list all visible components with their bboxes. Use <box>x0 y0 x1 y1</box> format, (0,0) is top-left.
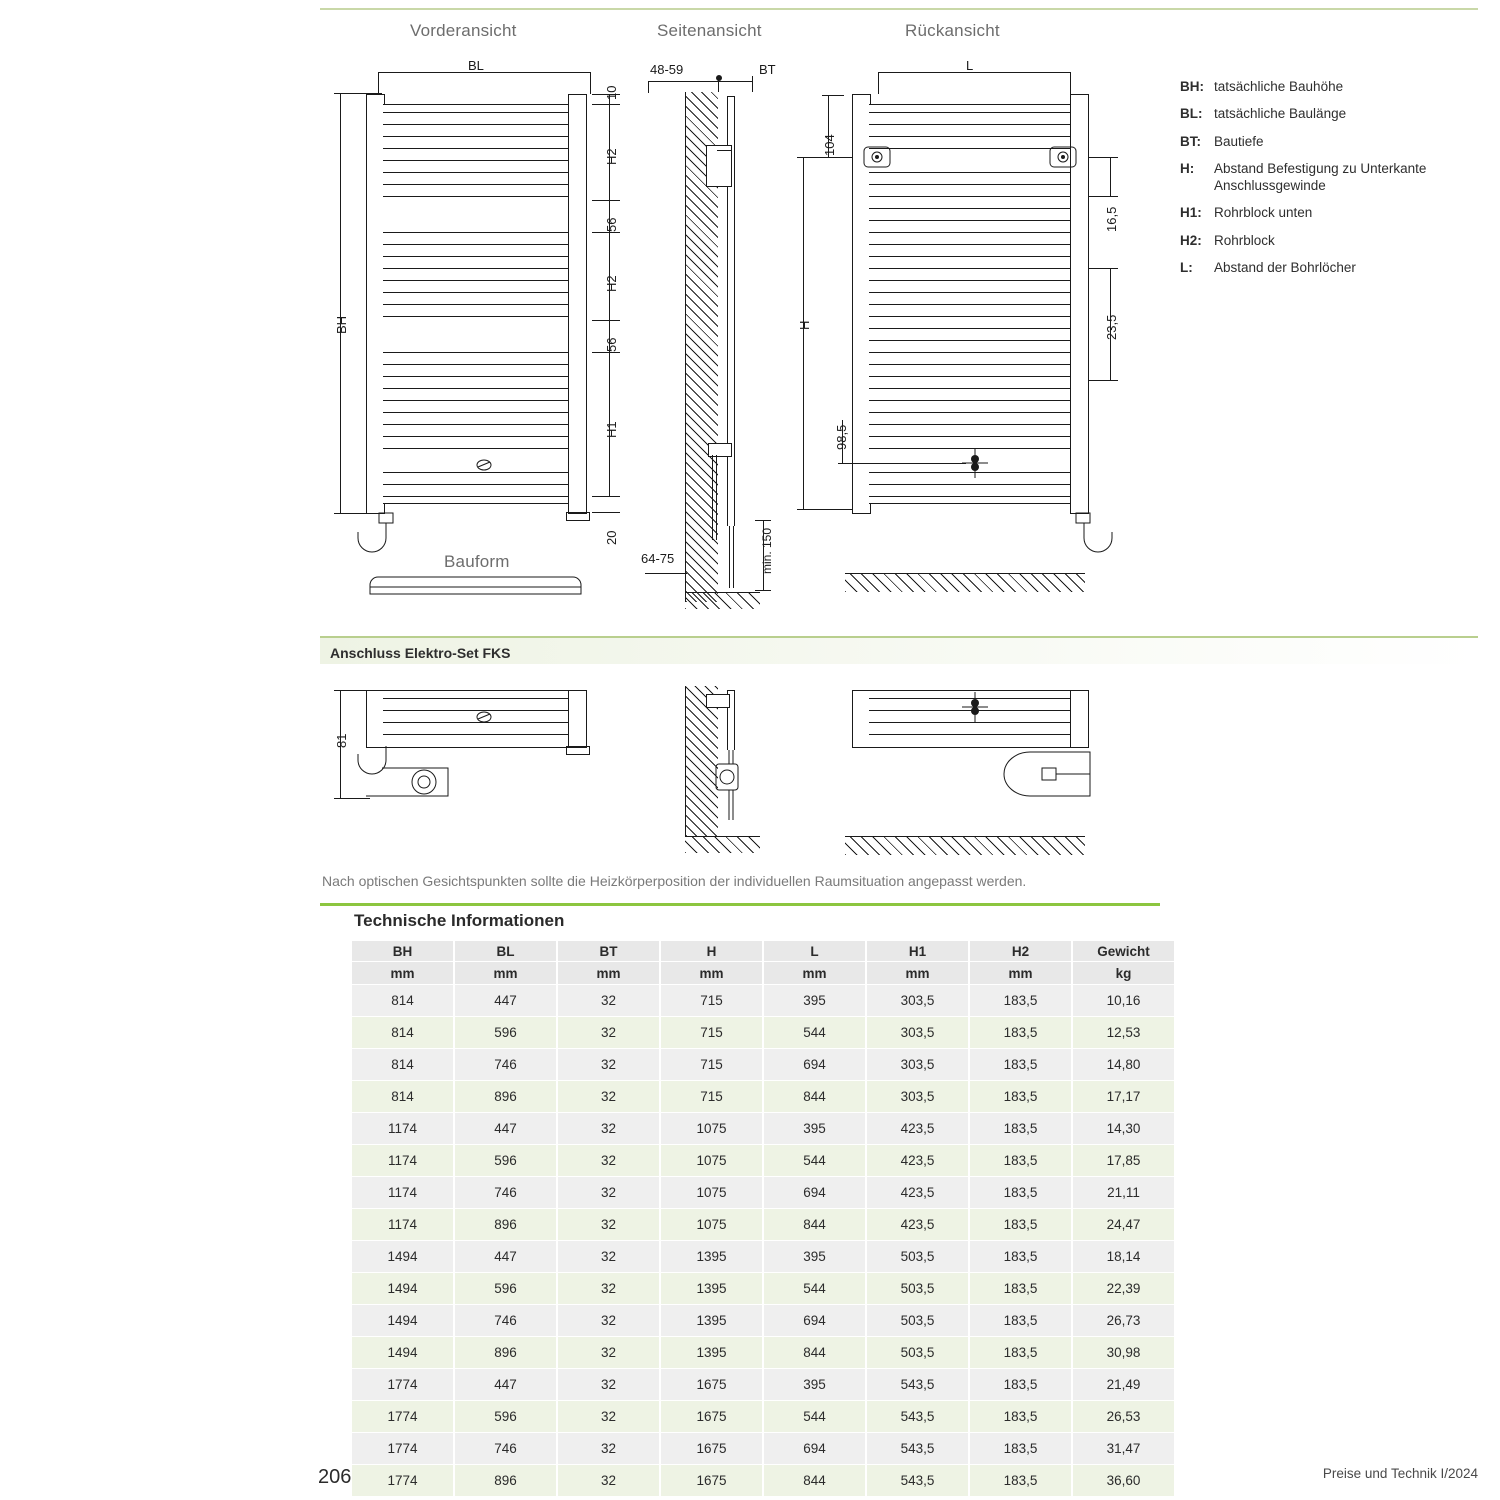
cell-h: 715 <box>660 1081 763 1113</box>
th-bl: BL <box>454 941 557 962</box>
cell-bh: 1494 <box>352 1241 454 1273</box>
cell-l: 694 <box>763 1305 866 1337</box>
legend-key: BT: <box>1180 133 1201 149</box>
cell-l: 694 <box>763 1049 866 1081</box>
table-row <box>352 1145 1175 1177</box>
cell-h1: 303,5 <box>866 1017 969 1049</box>
cell-bh: 1494 <box>352 1305 454 1337</box>
cell-bt: 32 <box>557 1081 660 1113</box>
cell-h: 1675 <box>660 1369 763 1401</box>
cell-h1: 503,5 <box>866 1273 969 1305</box>
cell-bt: 32 <box>557 1017 660 1049</box>
cell-h2: 183,5 <box>969 1433 1072 1465</box>
fks-element-side <box>704 750 744 820</box>
unit-h1: mm <box>866 962 969 985</box>
cell-bt: 32 <box>557 1337 660 1369</box>
legend-value: Rohrblock unten <box>1214 205 1313 221</box>
cell-h: 1075 <box>660 1177 763 1209</box>
valve-icon <box>476 710 492 724</box>
cell-h: 1395 <box>660 1337 763 1369</box>
cell-bh: 814 <box>352 1017 454 1049</box>
table-row <box>352 1337 1175 1369</box>
legend-row <box>1180 204 1490 221</box>
cell-bh: 1174 <box>352 1209 454 1241</box>
cell-weight: 17,85 <box>1072 1145 1175 1177</box>
cell-h1: 543,5 <box>866 1369 969 1401</box>
cell-h: 1075 <box>660 1113 763 1145</box>
cell-weight: 17,17 <box>1072 1081 1175 1113</box>
cell-h2: 183,5 <box>969 1241 1072 1273</box>
cell-weight: 10,16 <box>1072 985 1175 1017</box>
view-title-bauform: Bauform <box>444 552 510 571</box>
technical-table <box>352 941 1176 1497</box>
cell-h: 1395 <box>660 1273 763 1305</box>
cell-h: 1075 <box>660 1209 763 1241</box>
footer-note: Preise und Technik I/2024 <box>1322 1466 1478 1481</box>
cell-h1: 423,5 <box>866 1113 969 1145</box>
back-connector <box>1064 512 1124 568</box>
table-title: Technische Informationen <box>354 911 565 930</box>
cell-l: 395 <box>763 1113 866 1145</box>
fks-element-front <box>352 746 462 800</box>
cell-bh: 1774 <box>352 1433 454 1465</box>
cell-h2: 183,5 <box>969 1177 1072 1209</box>
cell-weight: 26,53 <box>1072 1401 1175 1433</box>
dim-56-lower: 56 <box>604 337 619 352</box>
cell-weight: 36,60 <box>1072 1465 1175 1497</box>
cell-h1: 543,5 <box>866 1401 969 1433</box>
table-unit-row <box>352 962 1175 985</box>
cell-bh: 1774 <box>352 1369 454 1401</box>
legend-value: tatsächliche Baulänge <box>1214 106 1347 122</box>
table-row <box>352 1273 1175 1305</box>
section-band-label: Anschluss Elektro-Set FKS <box>330 645 511 661</box>
cell-l: 694 <box>763 1177 866 1209</box>
cell-h2: 183,5 <box>969 1305 1072 1337</box>
legend-value: Abstand der Bohrlöcher <box>1214 259 1356 275</box>
cell-bl: 896 <box>454 1337 557 1369</box>
dim-98-5: 98,5 <box>834 424 849 450</box>
cell-bh: 1774 <box>352 1401 454 1433</box>
dim-104: 104 <box>822 134 837 156</box>
bt-marker <box>713 73 725 83</box>
unit-l: mm <box>763 962 866 985</box>
cell-bl: 447 <box>454 1241 557 1273</box>
cell-h1: 503,5 <box>866 1337 969 1369</box>
cell-bl: 596 <box>454 1145 557 1177</box>
dim-h2-upper: H2 <box>604 148 619 165</box>
cell-weight: 18,14 <box>1072 1241 1175 1273</box>
cell-h: 715 <box>660 1049 763 1081</box>
legend-row <box>1180 78 1490 95</box>
table-row <box>352 1177 1175 1209</box>
cell-bt: 32 <box>557 1209 660 1241</box>
th-h2: H2 <box>969 941 1072 962</box>
cell-l: 844 <box>763 1465 866 1497</box>
view-title-side: Seitenansicht <box>657 21 762 40</box>
cell-l: 694 <box>763 1433 866 1465</box>
dim-bh: BH <box>334 315 349 334</box>
cell-h2: 183,5 <box>969 1273 1072 1305</box>
cell-weight: 12,53 <box>1072 1017 1175 1049</box>
cell-l: 395 <box>763 1369 866 1401</box>
cell-h2: 183,5 <box>969 1209 1072 1241</box>
legend-value: Bautiefe <box>1214 133 1264 149</box>
page-number: 206 <box>318 1466 352 1488</box>
cell-h: 715 <box>660 1017 763 1049</box>
unit-bt: mm <box>557 962 660 985</box>
front-foot <box>566 512 590 521</box>
cell-l: 844 <box>763 1209 866 1241</box>
cell-h: 1675 <box>660 1433 763 1465</box>
cell-h: 1675 <box>660 1465 763 1497</box>
cell-h: 1395 <box>660 1305 763 1337</box>
dim-h: H <box>797 320 812 330</box>
cell-bh: 1174 <box>352 1113 454 1145</box>
view-title-front: Vorderansicht <box>410 21 517 40</box>
cell-h1: 503,5 <box>866 1305 969 1337</box>
cell-h1: 543,5 <box>866 1465 969 1497</box>
cell-bl: 896 <box>454 1465 557 1497</box>
fks-bracket <box>706 694 730 708</box>
legend <box>1180 78 1490 286</box>
cell-bt: 32 <box>557 1177 660 1209</box>
table-accent-rule <box>320 903 1160 906</box>
cell-l: 544 <box>763 1145 866 1177</box>
legend-value: Rohrblock <box>1214 232 1275 248</box>
table-row <box>352 985 1175 1017</box>
cell-h2: 183,5 <box>969 1401 1072 1433</box>
cell-weight: 31,47 <box>1072 1433 1175 1465</box>
dim-10: 10 <box>604 85 619 100</box>
cell-h: 1395 <box>660 1241 763 1273</box>
cell-l: 544 <box>763 1273 866 1305</box>
unit-weight: kg <box>1072 962 1175 985</box>
cell-h2: 183,5 <box>969 1081 1072 1113</box>
cell-bt: 32 <box>557 1401 660 1433</box>
cell-bh: 1174 <box>352 1177 454 1209</box>
dim-bt: BT <box>759 62 776 77</box>
dim-64-75: 64-75 <box>641 551 675 566</box>
th-weight: Gewicht <box>1072 941 1175 962</box>
th-h1: H1 <box>866 941 969 962</box>
table-row <box>352 1017 1175 1049</box>
table-row <box>352 1465 1175 1497</box>
front-connector <box>348 512 408 568</box>
cell-l: 844 <box>763 1081 866 1113</box>
cell-h2: 183,5 <box>969 1369 1072 1401</box>
cell-bt: 32 <box>557 1465 660 1497</box>
cell-l: 395 <box>763 1241 866 1273</box>
cell-bl: 746 <box>454 1305 557 1337</box>
cell-bl: 746 <box>454 1177 557 1209</box>
cell-h2: 183,5 <box>969 1337 1072 1369</box>
cell-h2: 183,5 <box>969 1145 1072 1177</box>
th-bt: BT <box>557 941 660 962</box>
legend-key: L: <box>1180 259 1193 275</box>
table-row <box>352 1241 1175 1273</box>
legend-key: BL: <box>1180 106 1203 122</box>
cell-bl: 596 <box>454 1017 557 1049</box>
cell-bh: 1494 <box>352 1337 454 1369</box>
view-title-back: Rückansicht <box>905 21 1000 40</box>
cell-bt: 32 <box>557 985 660 1017</box>
cell-h2: 183,5 <box>969 985 1072 1017</box>
cell-weight: 21,11 <box>1072 1177 1175 1209</box>
th-h: H <box>660 941 763 962</box>
legend-key: H2: <box>1180 232 1202 248</box>
dim-min-150: min. 150 <box>760 527 774 574</box>
cell-bl: 896 <box>454 1209 557 1241</box>
cell-bh: 814 <box>352 1049 454 1081</box>
valve-icon <box>476 458 492 472</box>
cell-bh: 1774 <box>352 1465 454 1497</box>
cell-bl: 447 <box>454 985 557 1017</box>
dim-16-5: 16,5 <box>1104 206 1119 232</box>
cell-weight: 14,30 <box>1072 1113 1175 1145</box>
cell-h: 715 <box>660 985 763 1017</box>
cell-weight: 14,80 <box>1072 1049 1175 1081</box>
cell-weight: 26,73 <box>1072 1305 1175 1337</box>
legend-value: tatsächliche Bauhöhe <box>1214 79 1344 94</box>
legend-key: H: <box>1180 160 1195 176</box>
table-row <box>352 1209 1175 1241</box>
cell-weight: 24,47 <box>1072 1209 1175 1241</box>
cell-weight: 21,49 <box>1072 1369 1175 1401</box>
cell-bt: 32 <box>557 1433 660 1465</box>
legend-row <box>1180 105 1490 122</box>
cell-h2: 183,5 <box>969 1017 1072 1049</box>
dim-48-59: 48-59 <box>650 62 684 77</box>
cell-h: 1675 <box>660 1401 763 1433</box>
dim-20: 20 <box>604 530 619 545</box>
cell-h1: 543,5 <box>866 1433 969 1465</box>
cell-bl: 596 <box>454 1401 557 1433</box>
cell-h1: 303,5 <box>866 1081 969 1113</box>
cell-h1: 303,5 <box>866 1049 969 1081</box>
cell-l: 395 <box>763 985 866 1017</box>
legend-row <box>1180 259 1490 276</box>
legend-key: H1: <box>1180 205 1202 221</box>
heating-element-icon <box>960 692 990 722</box>
cell-h2: 183,5 <box>969 1465 1072 1497</box>
top-divider <box>320 8 1478 10</box>
cell-l: 844 <box>763 1337 866 1369</box>
legend-value: Abstand Befestigung zu Unterkante Anschlussgewinde <box>1214 160 1427 194</box>
unit-bl: mm <box>454 962 557 985</box>
cell-h1: 303,5 <box>866 985 969 1017</box>
table-row <box>352 1433 1175 1465</box>
cell-bl: 896 <box>454 1081 557 1113</box>
cell-bl: 447 <box>454 1113 557 1145</box>
dim-56-upper: 56 <box>604 217 619 232</box>
bauform-shape <box>368 575 590 597</box>
legend-row <box>1180 232 1490 249</box>
th-bh: BH <box>352 941 454 962</box>
dim-h1: H1 <box>604 421 619 438</box>
unit-h: mm <box>660 962 763 985</box>
cell-weight: 30,98 <box>1072 1337 1175 1369</box>
table-row <box>352 1081 1175 1113</box>
th-l: L <box>763 941 866 962</box>
table-row <box>352 1401 1175 1433</box>
cell-bt: 32 <box>557 1145 660 1177</box>
table-row <box>352 1113 1175 1145</box>
cell-bt: 32 <box>557 1049 660 1081</box>
mount-bracket-right-icon <box>1048 145 1080 171</box>
dim-l: L <box>966 58 974 73</box>
cell-bl: 746 <box>454 1049 557 1081</box>
table-row <box>352 1305 1175 1337</box>
cell-l: 544 <box>763 1017 866 1049</box>
unit-bh: mm <box>352 962 454 985</box>
cell-h2: 183,5 <box>969 1049 1072 1081</box>
cell-bh: 814 <box>352 985 454 1017</box>
cell-bt: 32 <box>557 1369 660 1401</box>
unit-h2: mm <box>969 962 1072 985</box>
cell-h2: 183,5 <box>969 1113 1072 1145</box>
cell-bt: 32 <box>557 1273 660 1305</box>
fks-element-back <box>1000 750 1110 804</box>
cell-h: 1075 <box>660 1145 763 1177</box>
cell-l: 544 <box>763 1401 866 1433</box>
cell-h1: 423,5 <box>866 1145 969 1177</box>
cell-bl: 746 <box>454 1433 557 1465</box>
legend-row <box>1180 160 1490 195</box>
table-row <box>352 1369 1175 1401</box>
cell-weight: 22,39 <box>1072 1273 1175 1305</box>
position-note: Nach optischen Gesichtspunkten sollte die Heizkörperposition der individuellen Raumsituation angepasst werden. <box>322 873 1027 889</box>
cell-h1: 423,5 <box>866 1209 969 1241</box>
dim-81: 81 <box>334 733 349 748</box>
legend-key: BH: <box>1180 79 1204 94</box>
cell-bt: 32 <box>557 1113 660 1145</box>
cell-bh: 1174 <box>352 1145 454 1177</box>
fks-foot <box>566 746 590 755</box>
cell-bh: 1494 <box>352 1273 454 1305</box>
mount-bracket-left-icon <box>862 145 894 171</box>
wall-bracket <box>706 145 732 187</box>
dim-23-5: 23,5 <box>1104 314 1119 340</box>
table-row <box>352 1049 1175 1081</box>
cell-bt: 32 <box>557 1305 660 1337</box>
cell-bt: 32 <box>557 1241 660 1273</box>
table-header-row <box>352 941 1175 962</box>
cell-h1: 503,5 <box>866 1241 969 1273</box>
cell-bh: 814 <box>352 1081 454 1113</box>
legend-row <box>1180 133 1490 150</box>
cell-bl: 447 <box>454 1369 557 1401</box>
dim-bl: BL <box>468 58 484 73</box>
cell-h1: 423,5 <box>866 1177 969 1209</box>
cell-bl: 596 <box>454 1273 557 1305</box>
dim-h2-lower: H2 <box>604 275 619 292</box>
